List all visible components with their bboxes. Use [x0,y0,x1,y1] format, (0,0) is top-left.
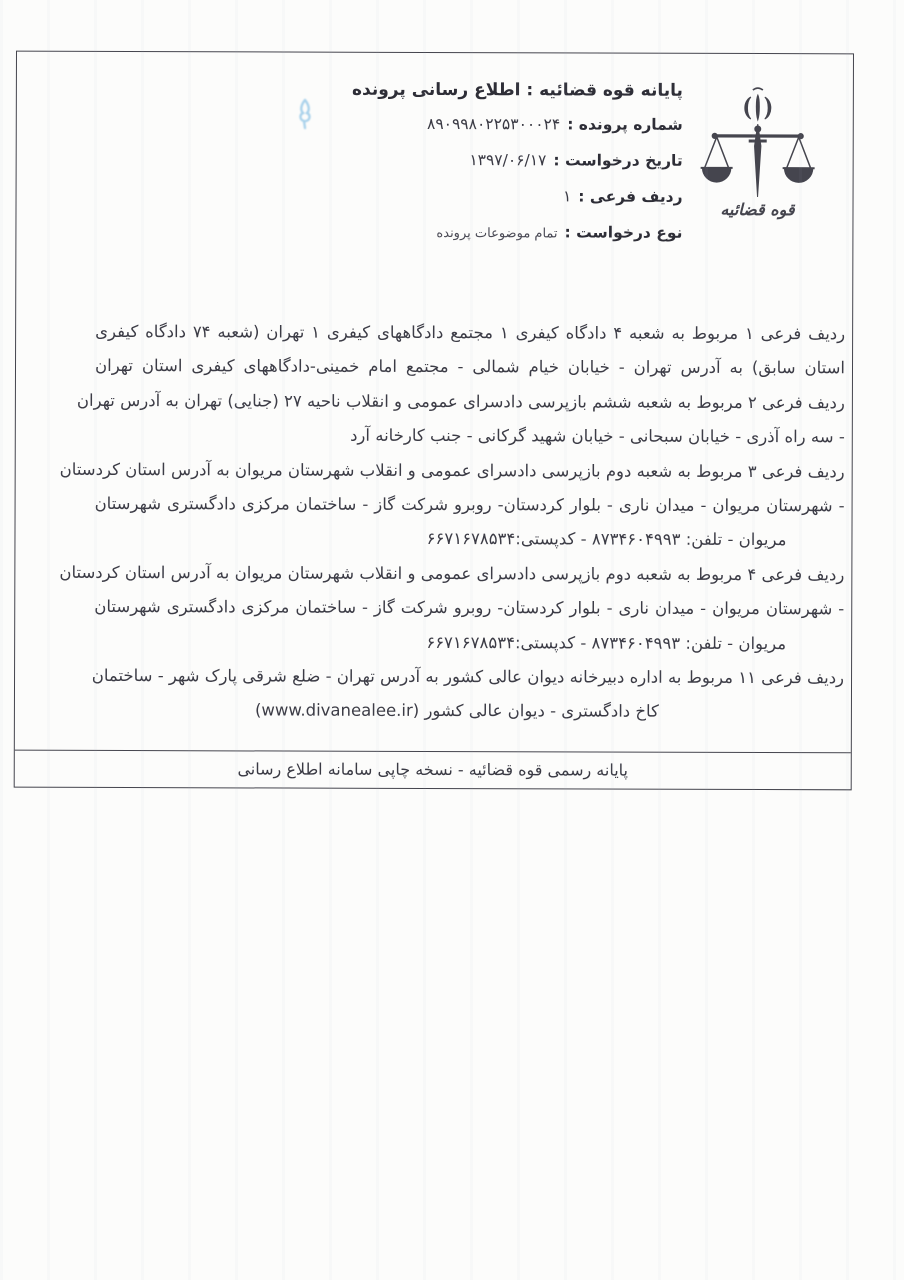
document-line: کاخ دادگستری - دیوان عالی کشور (www.divanealee.ir) [254,700,659,722]
sub-row-value: ۱ [562,187,572,206]
request-date-field [469,149,682,172]
sub-row-label: ردیف فرعی : [578,187,683,206]
document-line: - سه راه آذری - خیابان سبحانی - خیابان شهید گرکانی - جنب کارخانه آرد [350,425,845,447]
document-body [59,315,846,730]
request-type-label: نوع درخواست : [564,223,683,242]
document-line: مریوان - تلفن: ۸۷۳۴۶۰۴۹۹۳ - کدپستی:۶۶۷۱۶۷۸۵۳۴ [426,632,787,653]
document-line: ردیف فرعی ۳ مربوط به شعبه دوم بازپرسی دادسرای عمومی و انقلاب شهرستان مریوان به آدرس استان کردستان [59,459,845,481]
document-line: - شهرستان مریوان - میدان ناری - بلوار کردستان- روبرو شرکت گاز - ساختمان مرکزی دادگستری شهرستان [94,493,845,516]
case-number-field [427,113,683,136]
case-number-label: شماره پرونده : [567,115,683,134]
logo-caption: قوه قضائیه [720,199,795,220]
judiciary-scales-logo-icon [692,84,822,224]
request-type-field [436,221,682,246]
document-line: مریوان - تلفن: ۸۷۳۴۶۰۴۹۹۳ - کدپستی:۶۶۷۱۶۷۸۵۳۴ [426,529,787,550]
document-title: پایانه قوه قضائیه : اطلاع رسانی پرونده [351,79,683,101]
request-date-value: ۱۳۹۷/۰۶/۱۷ [469,151,547,170]
document-line: - شهرستان مریوان - میدان ناری - بلوار کردستان- روبرو شرکت گاز - ساختمان مرکزی دادگستری شهرستان [94,597,845,619]
document-line: ردیف فرعی ۴ مربوط به شعبه دوم بازپرسی دادسرای عمومی و انقلاب شهرستان مریوان به آدرس استان کردستان [59,562,845,585]
document-border-box [14,51,854,791]
document-line: ردیف فرعی ۲ مربوط به شعبه ششم بازپرسی دادسرای عمومی و انقلاب ناحیه ۲۷ (جنایی) تهران به آدرس تهران [76,390,845,413]
sub-row-field [563,185,683,207]
request-date-label: تاریخ درخواست : [553,151,683,170]
footer-text: پایانه رسمی قوه قضائیه - نسخه چاپی سامانه اطلاع رسانی [237,759,629,780]
document-line: ردیف فرعی ۱۱ مربوط به اداره دبیرخانه دیوان عالی کشور به آدرس تهران - ضلع شرقی پارک شهر - ساختمان [91,665,845,688]
request-type-value: تمام موضوعات پرونده [436,226,558,242]
blue-ink-mark [292,97,318,131]
case-number-value: ۸۹۰۹۹۸۰۲۲۵۳۰۰۰۲۴ [426,114,561,134]
document-line: استان سابق) به آدرس تهران - خیابان خیام شمالی - مجتمع امام خمینی-دادگاههای کیفری استان تهران [94,356,846,378]
document-line: ردیف فرعی ۱ مربوط به شعبه ۴ دادگاه کیفری ۱ مجتمع دادگاههای کیفری ۱ تهران (شعبه ۷۴ دادگاه کیفری [95,321,846,344]
